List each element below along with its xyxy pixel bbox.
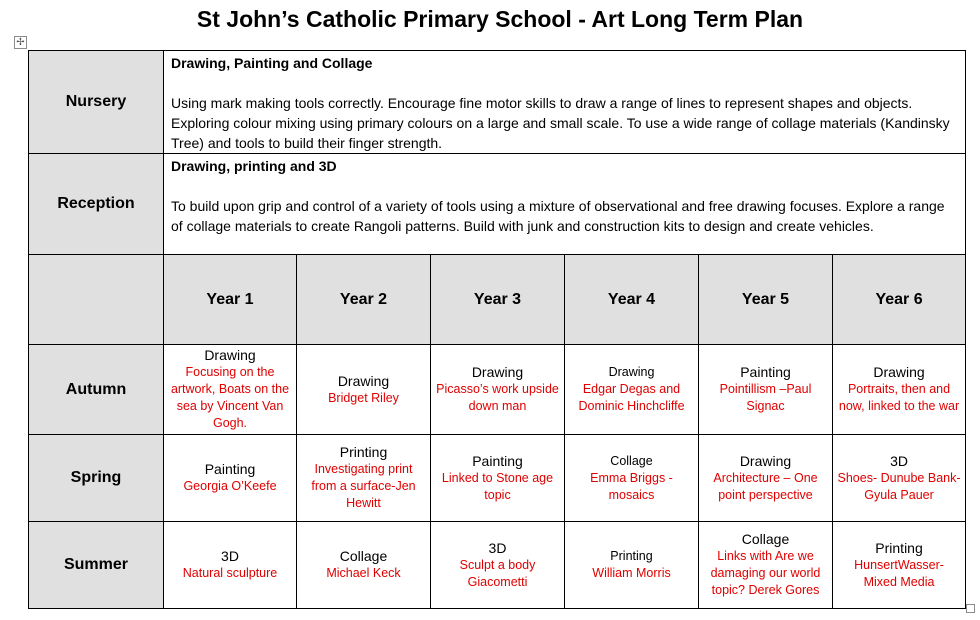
cell-subject: Painting: [204, 461, 256, 477]
cell-description: Emma Briggs - mosaics: [590, 470, 673, 502]
cell-subject: Collage: [610, 453, 653, 468]
year-header-row: [29, 255, 966, 345]
cell-subject: Drawing: [471, 364, 524, 380]
year-header: Year 1: [164, 255, 297, 345]
corner-cell: [29, 255, 164, 345]
reception-row: [29, 154, 966, 255]
cell-description: Shoes- Dunube Bank-Gyula Pauer: [837, 470, 961, 502]
cell-description: Michael Keck: [326, 566, 401, 580]
reception-text: To build upon grip and control of a variety of tools using a mixture of observational and free drawing focuses. Explore a range of collage materials to create Rangoli patterns. Build with junk and construction kits to design and create vehicles.: [171, 198, 945, 234]
cell-description: William Morris: [592, 566, 671, 580]
table-resize-handle[interactable]: [966, 604, 975, 613]
plan-cell: [565, 435, 699, 522]
cell-description: Georgia O’Keefe: [183, 479, 277, 493]
cell-description: Sculpt a body Giacometti: [459, 557, 536, 589]
plan-cell: [833, 522, 966, 609]
row-label-autumn: Autumn: [29, 345, 164, 435]
cell-description: Picasso’s work upside down man: [436, 382, 559, 413]
cell-description: Pointillism –Paul Signac: [719, 382, 812, 413]
cell-subject: Printing: [875, 539, 923, 556]
cell-subject: Painting: [472, 452, 523, 469]
year-header: Year 5: [699, 255, 833, 345]
row-label-reception: Reception: [29, 154, 164, 255]
cell-description: Investigating print from a surface-Jen Hewitt: [311, 462, 416, 510]
plan-cell: [164, 345, 297, 435]
reception-content: [164, 154, 966, 255]
cell-subject: Painting: [740, 364, 791, 380]
row-label-spring: Spring: [29, 435, 164, 522]
cell-subject: Drawing: [873, 364, 925, 380]
plan-cell: [833, 345, 966, 435]
cell-description: HunsertWasser- Mixed Media: [854, 557, 944, 589]
cell-subject: Collage: [339, 548, 388, 564]
cell-subject: Printing: [339, 444, 388, 460]
cell-description: Edgar Degas and Dominic Hinchcliffe: [578, 382, 685, 413]
cell-description: Focusing on the artwork, Boats on the sea by Vincent Van Gogh.: [170, 365, 290, 430]
cell-subject: 3D: [488, 539, 507, 556]
year-header: Year 2: [297, 255, 431, 345]
cell-subject: 3D: [221, 548, 239, 564]
plan-cell: [297, 435, 431, 522]
term-row-summer: [29, 522, 966, 609]
cell-subject: Drawing: [608, 365, 655, 379]
cell-subject: Printing: [610, 549, 653, 563]
term-row-spring: [29, 435, 966, 522]
plan-cell: [297, 345, 431, 435]
nursery-heading: Drawing, Painting and Collage: [171, 55, 373, 71]
page-title: St John’s Catholic Primary School - Art Long Term Plan: [196, 6, 804, 32]
plan-cell: [565, 345, 699, 435]
cell-subject: Drawing: [337, 372, 390, 389]
cell-description: Portraits, then and now, linked to the war: [838, 382, 960, 413]
cell-description: Bridget Riley: [328, 390, 399, 405]
plan-cell: [699, 522, 833, 609]
plan-cell: [431, 522, 565, 609]
nursery-row: [29, 51, 966, 154]
cell-subject: Drawing: [739, 452, 792, 469]
nursery-content: [164, 51, 966, 154]
plan-cell: [565, 522, 699, 609]
cell-description: Natural sculpture: [182, 566, 278, 580]
year-header: Year 6: [833, 255, 966, 345]
plan-cell: [699, 345, 833, 435]
year-header: Year 4: [565, 255, 699, 345]
nursery-text: Using mark making tools correctly. Encourage fine motor skills to draw a range of lines to represent shapes and objects. Exploring colour mixing using primary colours on a large and small scale. To use a wide range of collage materials (Kandinsky Tree) and tools to build their finger strength.: [171, 95, 950, 151]
cell-subject: Drawing: [204, 347, 256, 363]
table-move-handle-icon[interactable]: ✢: [14, 36, 27, 49]
art-plan-table: [28, 50, 966, 609]
plan-cell: [164, 522, 297, 609]
year-header: Year 3: [431, 255, 565, 345]
reception-heading: Drawing, printing and 3D: [171, 158, 337, 174]
cell-subject: Collage: [741, 531, 790, 547]
term-row-autumn: [29, 345, 966, 435]
plan-cell: [699, 435, 833, 522]
cell-subject: 3D: [890, 452, 908, 469]
cell-description: Architecture – One point perspective: [713, 470, 818, 502]
row-label-nursery: Nursery: [29, 51, 164, 154]
plan-cell: [164, 435, 297, 522]
plan-cell: [431, 435, 565, 522]
cell-description: Links with Are we damaging our world topic? Derek Gores: [710, 549, 821, 597]
plan-cell: [833, 435, 966, 522]
plan-cell: [431, 345, 565, 435]
row-label-summer: Summer: [29, 522, 164, 609]
plan-cell: [297, 522, 431, 609]
cell-description: Linked to Stone age topic: [441, 470, 554, 502]
